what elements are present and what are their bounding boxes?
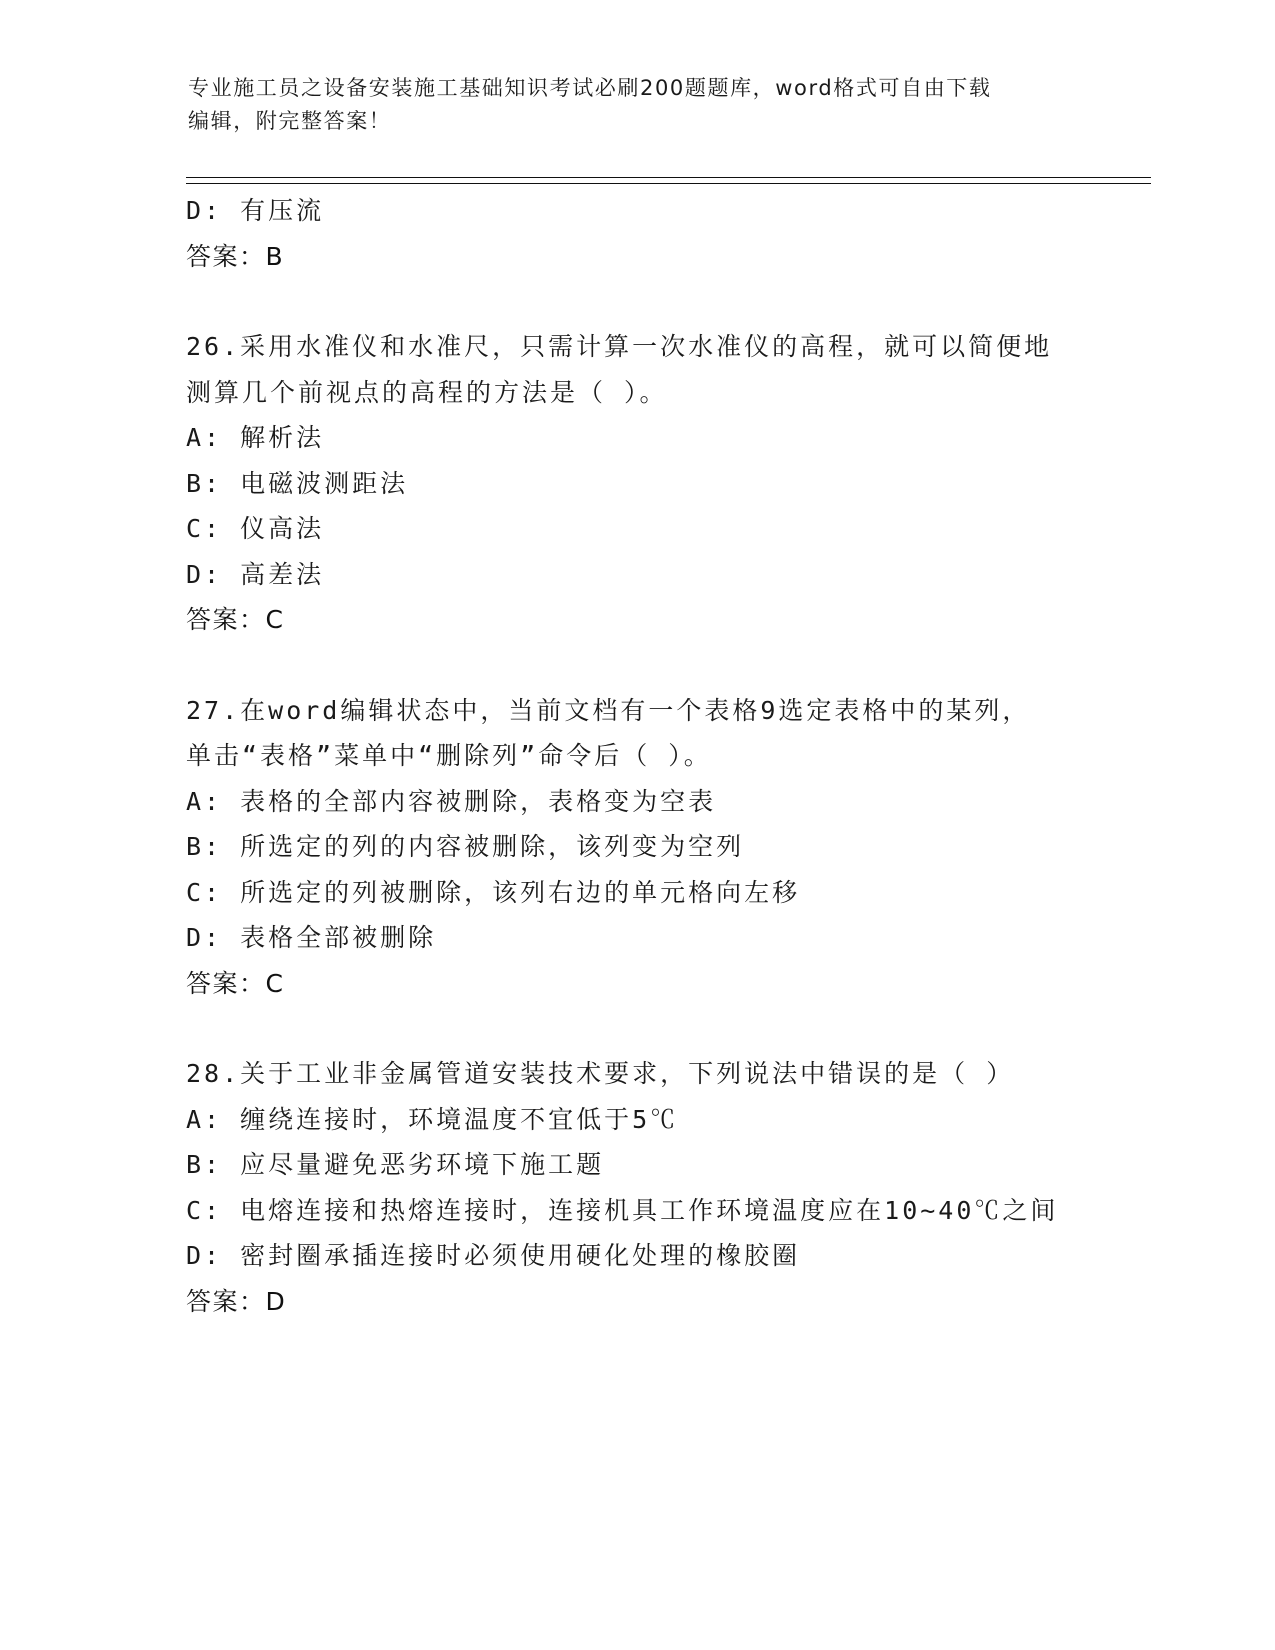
spacer bbox=[186, 1006, 1126, 1051]
option-b: B: 应尽量避免恶劣环境下施工题 bbox=[186, 1150, 605, 1179]
option-c: C: 电熔连接和热熔连接时，连接机具工作环境温度应在10~40℃之间 bbox=[186, 1195, 1059, 1225]
header-divider-top bbox=[186, 177, 1151, 178]
answer-line: 答案：B bbox=[186, 241, 285, 271]
option-a: A: 缠绕连接时，环境温度不宜低于5℃ bbox=[186, 1104, 679, 1134]
question-stem: 27.在word编辑状态中，当前文档有一个表格9选定表格中的某列， bbox=[186, 695, 1031, 725]
option-c: C: 所选定的列被删除，该列右边的单元格向左移 bbox=[186, 877, 801, 907]
option-c: C: 仪高法 bbox=[186, 514, 325, 543]
option-a: A: 表格的全部内容被删除，表格变为空表 bbox=[186, 786, 717, 816]
document-body bbox=[186, 188, 1126, 1324]
question-stem: 单击“表格”菜单中“删除列”命令后（ ）。 bbox=[186, 741, 712, 770]
answer-line: 答案：D bbox=[186, 1286, 287, 1316]
header-title-line2: 编辑，附完整答案！ bbox=[188, 109, 392, 133]
question-stem: 测算几个前视点的高程的方法是（ ）。 bbox=[186, 377, 668, 407]
question-stem: 28.关于工业非金属管道安装技术要求，下列说法中错误的是（ ） bbox=[186, 1059, 1015, 1088]
option-b: B: 电磁波测距法 bbox=[186, 468, 409, 498]
option-d: D: 高差法 bbox=[186, 559, 325, 589]
answer-line: 答案：C bbox=[186, 605, 285, 634]
answer-line: 答案：C bbox=[186, 968, 285, 998]
question-stem: 26.采用水准仪和水准尺，只需计算一次水准仪的高程，就可以简便地 bbox=[186, 332, 1053, 361]
previous-question-tail bbox=[186, 188, 1126, 279]
spacer bbox=[186, 279, 1126, 324]
question-27 bbox=[186, 688, 1126, 1007]
option-d: D: 表格全部被删除 bbox=[186, 923, 437, 952]
header-title-line1: 专业施工员之设备安装施工基础知识考试必刷200题题库，word格式可自由下载 bbox=[188, 76, 992, 100]
option-d: D: 密封圈承插连接时必须使用硬化处理的橡胶圈 bbox=[186, 1241, 801, 1270]
question-26 bbox=[186, 324, 1126, 643]
option-a: A: 解析法 bbox=[186, 423, 325, 452]
question-28 bbox=[186, 1051, 1126, 1324]
document-header bbox=[188, 72, 1088, 138]
header-divider-bottom bbox=[186, 183, 1151, 184]
spacer bbox=[186, 643, 1126, 688]
option-b: B: 所选定的列的内容被删除，该列变为空列 bbox=[186, 832, 745, 861]
option-d: D: 有压流 bbox=[186, 196, 325, 225]
